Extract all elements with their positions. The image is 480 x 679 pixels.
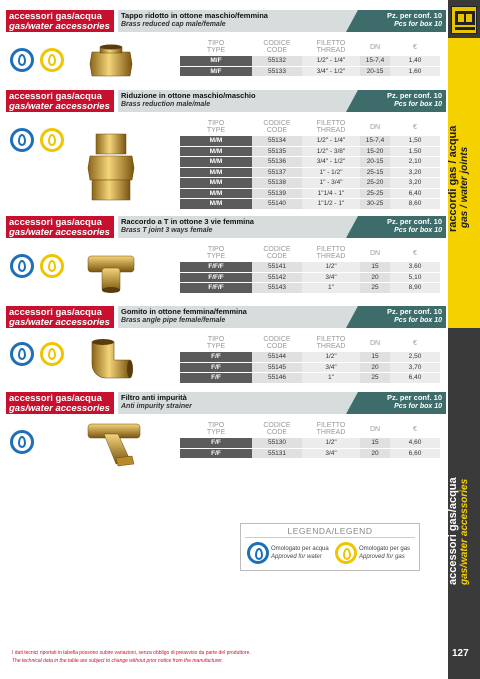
category-label-en: gas/water accessories	[9, 317, 110, 328]
approval-icons	[10, 254, 70, 278]
category-label-en: gas/water accessories	[9, 21, 110, 32]
product-title-bar	[118, 306, 446, 328]
section-t-joint	[6, 216, 446, 291]
section-header	[6, 10, 446, 32]
spec-table	[180, 334, 440, 384]
spec-table	[180, 38, 440, 77]
pack-en: Pcs for box 10	[394, 403, 442, 410]
product-title-it: Riduzione in ottone maschio/maschio	[121, 91, 256, 100]
product-title-bar	[118, 392, 446, 414]
reduced-cap-image	[86, 44, 136, 89]
water-approved-icon	[10, 48, 34, 72]
col-thread: FILETTO THREAD	[316, 120, 346, 134]
category-label	[6, 90, 114, 112]
pack-en: Pcs for box 10	[394, 317, 442, 324]
product-title-bar	[118, 216, 446, 238]
product-title-en: Brass T joint 3 ways female	[121, 227, 213, 234]
table-row: F/F 55131 3/4" 20 6,60	[180, 448, 440, 459]
section-header	[6, 306, 446, 328]
category-label-it: accessori gas/acqua	[9, 11, 102, 22]
col-dn: DN	[369, 123, 381, 131]
category-label	[6, 306, 114, 328]
pack-it: Pz. per conf. 10	[386, 393, 442, 402]
pack-it: Pz. per conf. 10	[386, 307, 442, 316]
water-approved-icon	[10, 342, 34, 366]
table-row: M/M 55137 1" - 1/2" 25-15 3,20	[180, 167, 440, 178]
t-joint-image	[86, 250, 136, 299]
pack-it: Pz. per conf. 10	[386, 11, 442, 20]
spec-table	[180, 420, 440, 459]
col-code: CODICE CODE	[263, 422, 291, 436]
category-label	[6, 392, 114, 414]
category-label-en: gas/water accessories	[9, 403, 110, 414]
approval-icons	[10, 342, 70, 366]
table-row: F/F/F 55142 3/4" 20 5,10	[180, 272, 440, 283]
legend-gas	[333, 541, 419, 567]
reduction-image	[86, 132, 136, 209]
table-row: F/F/F 55141 1/2" 15 3,60	[180, 262, 440, 272]
product-title-it: Gomito in ottone femmina/femmina	[121, 307, 247, 316]
col-type: TIPO TYPE	[206, 246, 226, 260]
spec-table	[180, 244, 440, 294]
col-thread: FILETTO THREAD	[316, 40, 346, 54]
product-title-en: Anti impurity strainer	[121, 403, 192, 410]
water-approved-icon	[10, 254, 34, 278]
table-row: M/M 55135 1/2" - 3/8" 15-20 1,50	[180, 146, 440, 157]
gas-approved-icon	[40, 254, 64, 278]
col-code: CODICE CODE	[263, 246, 291, 260]
approval-icons	[10, 48, 70, 72]
approval-icons	[10, 430, 70, 454]
section-header	[6, 216, 446, 238]
table-row: M/M 55138 1" - 3/4" 25-20 3,20	[180, 178, 440, 189]
col-type: TIPO TYPE	[206, 120, 226, 134]
col-dn: DN	[369, 425, 381, 433]
legend-water-en: Approved for water	[271, 554, 322, 560]
sidebar-top-title: raccordi gas / acqua	[447, 125, 459, 232]
table-row: F/F 55146 1" 25 6,40	[180, 373, 440, 384]
category-label-it: accessori gas/acqua	[9, 307, 102, 318]
product-title-it: Raccordo a T in ottone 3 vie femmina	[121, 217, 254, 226]
gas-approved-icon	[40, 128, 64, 152]
category-label-it: accessori gas/acqua	[9, 393, 102, 404]
approval-icons	[10, 128, 70, 152]
table-row: F/F 55130 1/2" 15 4,60	[180, 438, 440, 448]
col-thread: FILETTO THREAD	[316, 336, 346, 350]
table-row: F/F/F 55143 1" 25 8,90	[180, 283, 440, 294]
col-type: TIPO TYPE	[206, 40, 226, 54]
water-approved-icon	[10, 128, 34, 152]
water-approved-icon	[247, 542, 269, 564]
category-label-it: accessori gas/acqua	[9, 217, 102, 228]
section-header	[6, 392, 446, 414]
gas-approved-icon	[335, 542, 357, 564]
table-row: M/M 55139 1"1/4 - 1" 25-25 6,40	[180, 188, 440, 199]
table-row: M/M 55140 1"1/2 - 1" 30-25 8,60	[180, 199, 440, 210]
col-price: €	[413, 249, 417, 257]
footnote-it: I dati tecnici riportati in tabella possono subire variazioni, senza obbligo di preavviso da parte del produttore.	[12, 650, 251, 656]
col-dn: DN	[369, 249, 381, 257]
pack-en: Pcs for box 10	[394, 101, 442, 108]
col-price: €	[413, 43, 417, 51]
section-angle-pipe	[6, 306, 446, 381]
section-header	[6, 90, 446, 112]
legend-box	[240, 523, 420, 571]
col-price: €	[413, 425, 417, 433]
legend-title: LEGENDA/LEGEND	[287, 526, 373, 536]
col-thread: FILETTO THREAD	[316, 246, 346, 260]
table-row: M/M 55134 1/2" - 1/4" 15-7,4 1,50	[180, 136, 440, 146]
table-row: M/F 55133 3/4" - 1/2" 20-15 1,60	[180, 66, 440, 77]
col-price: €	[413, 123, 417, 131]
table-row: F/F 55144 1/2" 15 2,50	[180, 352, 440, 362]
spec-table	[180, 118, 440, 210]
pack-en: Pcs for box 10	[394, 21, 442, 28]
pack-en: Pcs for box 10	[394, 227, 442, 234]
legend-divider	[245, 537, 415, 538]
sidebar-bottom-subtitle: gas/water accessories	[459, 478, 470, 585]
section-reduction	[6, 90, 446, 207]
product-title-en: Brass angle pipe female/female	[121, 317, 226, 324]
section-reduced-cap	[6, 10, 446, 75]
legend-gas-en: Approved for gas	[359, 554, 405, 560]
col-code: CODICE CODE	[263, 336, 291, 350]
gas-approved-icon	[40, 342, 64, 366]
pack-it: Pz. per conf. 10	[386, 217, 442, 226]
brand-logo	[451, 6, 477, 34]
product-title-en: Brass reduction male/male	[121, 101, 211, 108]
sidebar-top-subtitle: gas / water joints	[459, 146, 470, 228]
col-type: TIPO TYPE	[206, 336, 226, 350]
page-number: 127	[452, 648, 469, 659]
col-type: TIPO TYPE	[206, 422, 226, 436]
col-dn: DN	[369, 43, 381, 51]
col-dn: DN	[369, 339, 381, 347]
pack-it: Pz. per conf. 10	[386, 91, 442, 100]
category-label-en: gas/water accessories	[9, 227, 110, 238]
legend-gas-it: Omologato per gas	[359, 546, 411, 552]
table-row: F/F 55145 3/4" 20 3,70	[180, 362, 440, 373]
col-code: CODICE CODE	[263, 40, 291, 54]
col-price: €	[413, 339, 417, 347]
water-approved-icon	[10, 430, 34, 454]
legend-water-it: Omologato per acqua	[271, 546, 329, 552]
category-label	[6, 10, 114, 32]
legend-water	[245, 541, 331, 567]
col-code: CODICE CODE	[263, 120, 291, 134]
footnote-en: The technical data in the table are subject to change without prior notice from the manufacturer.	[12, 658, 224, 664]
table-row: M/M 55136 3/4" - 1/2" 20-15 2,10	[180, 157, 440, 168]
gas-approved-icon	[40, 48, 64, 72]
strainer-image	[86, 420, 142, 473]
sidebar-bottom-title: accessori gas/acqua	[447, 477, 459, 585]
product-title-it: Tappo ridotto in ottone maschio/femmina	[121, 11, 268, 20]
product-title-bar	[118, 10, 446, 32]
category-label	[6, 216, 114, 238]
col-thread: FILETTO THREAD	[316, 422, 346, 436]
table-row: M/F 55132 1/2" - 1/4" 15-7,4 1,40	[180, 56, 440, 66]
category-label-it: accessori gas/acqua	[9, 91, 102, 102]
category-label-en: gas/water accessories	[9, 101, 110, 112]
product-title-it: Filtro anti impurità	[121, 393, 187, 402]
product-title-en: Brass reduced cap male/female	[121, 21, 226, 28]
section-strainer	[6, 392, 446, 457]
product-title-bar	[118, 90, 446, 112]
angle-pipe-image	[86, 334, 136, 389]
